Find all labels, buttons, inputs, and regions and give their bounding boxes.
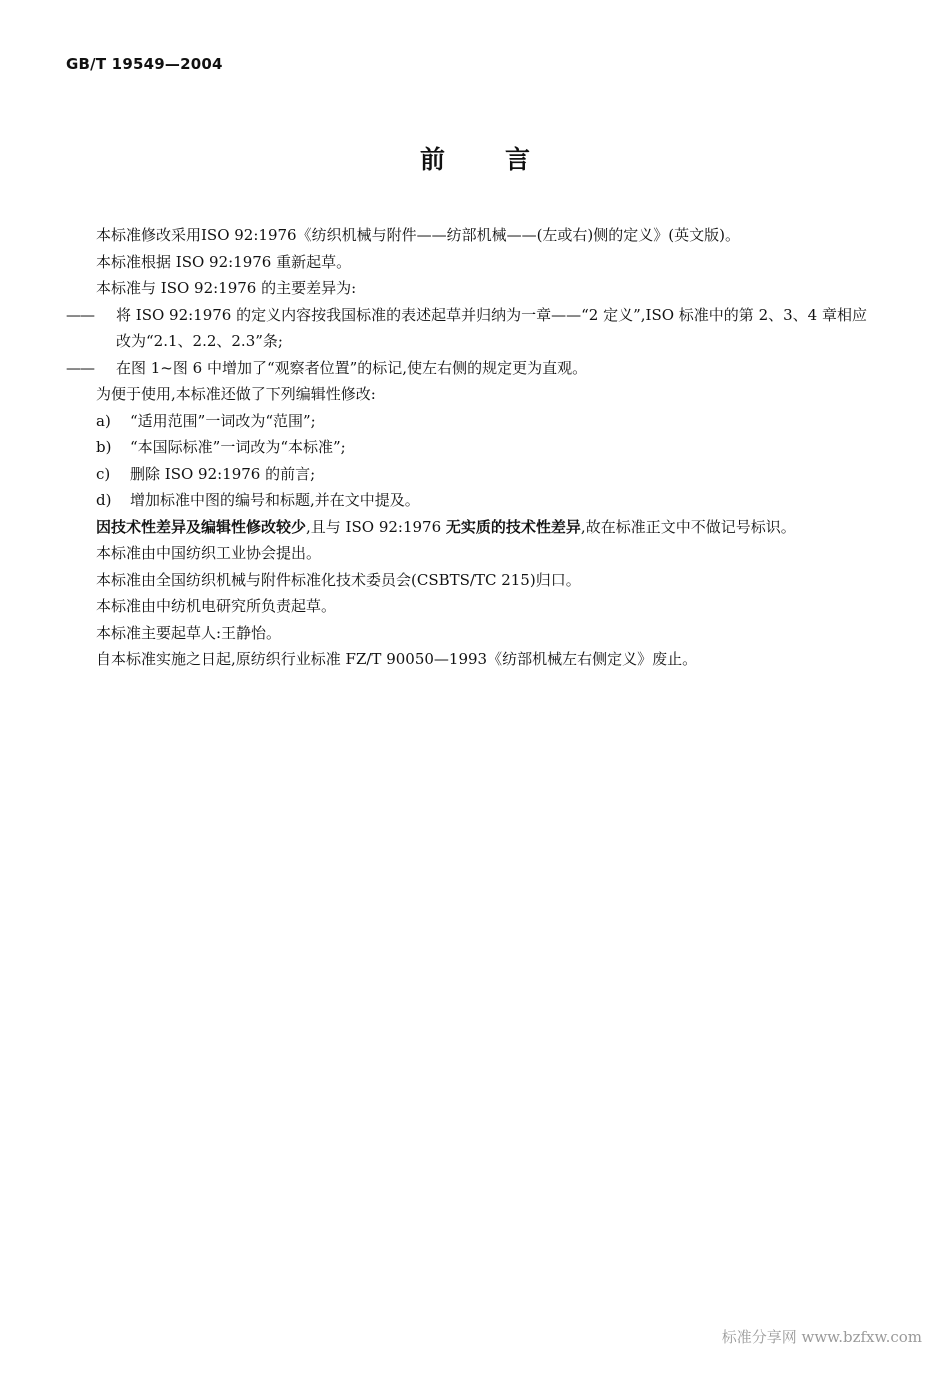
edit-text: “本国际标准”一词改为“本标准”;: [130, 438, 346, 456]
edit-text: 删除 ISO 92:1976 的前言;: [130, 464, 316, 483]
edit-item: [66, 434, 868, 461]
paragraph-differences-intro: 本标准与 ISO 92:1976 的主要差异为:: [96, 279, 357, 297]
paragraph-adoption: 本标准修改采用ISO 92:1976《纺织机械与附件——纺部机械——(左或右)侧的定义》(英文版)。: [96, 226, 740, 244]
paragraph-drafter: 本标准主要起草人:王静怡。: [96, 623, 282, 642]
list-marker: d): [96, 491, 112, 509]
bold-phrase: 无实质的技术性差异: [445, 517, 581, 536]
edit-item: [66, 487, 868, 514]
edit-item: [66, 461, 868, 488]
edit-item: [66, 408, 868, 435]
paragraph-replacement: 自本标准实施之日起,原纺织行业标准 FZ/T 90050—1993《纺部机械左右侧定义》废止。: [96, 650, 698, 668]
dash-marker: ——: [66, 305, 94, 324]
edit-text: 增加标准中图的编号和标题,并在文中提及。: [130, 491, 420, 509]
paragraph-committee: 本标准由全国纺织机械与附件标准化技术委员会(CSBTS/TC 215)归口。: [96, 570, 581, 589]
page-title: 前言: [419, 145, 590, 174]
paragraph-proposer: 本标准由中国纺织工业协会提出。: [96, 544, 322, 562]
plain-phrase: ,且与 ISO 92:1976: [306, 517, 446, 536]
plain-phrase: ,故在标准正文中不做记号标识。: [580, 517, 796, 536]
difference-item: [66, 355, 868, 382]
bold-phrase: 因技术性差异及编辑性修改较少: [96, 517, 307, 536]
edit-text: “适用范围”一词改为“范围”;: [130, 411, 316, 430]
document-code: GB/T 19549—2004: [66, 55, 223, 73]
paragraph-drafting-unit: 本标准由中纺机电研究所负责起草。: [96, 597, 337, 615]
list-marker: c): [96, 464, 111, 483]
watermark: 标准分享网 www.bzfxw.com: [721, 1328, 922, 1346]
difference-item: [66, 302, 868, 355]
paragraph-edits-intro: 为便于使用,本标准还做了下列编辑性修改:: [96, 385, 376, 403]
dash-marker: ——: [66, 358, 94, 377]
list-marker: b): [96, 438, 112, 456]
difference-text: 将 ISO 92:1976 的定义内容按我国标准的表述起草并归纳为一章——“2 定义”,ISO 标准中的第 2、3、4 章相应改为“2.1、2.2、2.3”条;: [116, 305, 867, 350]
paragraph-redraft: 本标准根据 ISO 92:1976 重新起草。: [96, 252, 352, 271]
foreword-body: [66, 222, 868, 673]
paragraph-marking-note: [66, 514, 868, 541]
difference-text: 在图 1~图 6 中增加了“观察者位置”的标记,使左右侧的规定更为直观。: [116, 358, 588, 377]
list-marker: a): [96, 411, 111, 430]
